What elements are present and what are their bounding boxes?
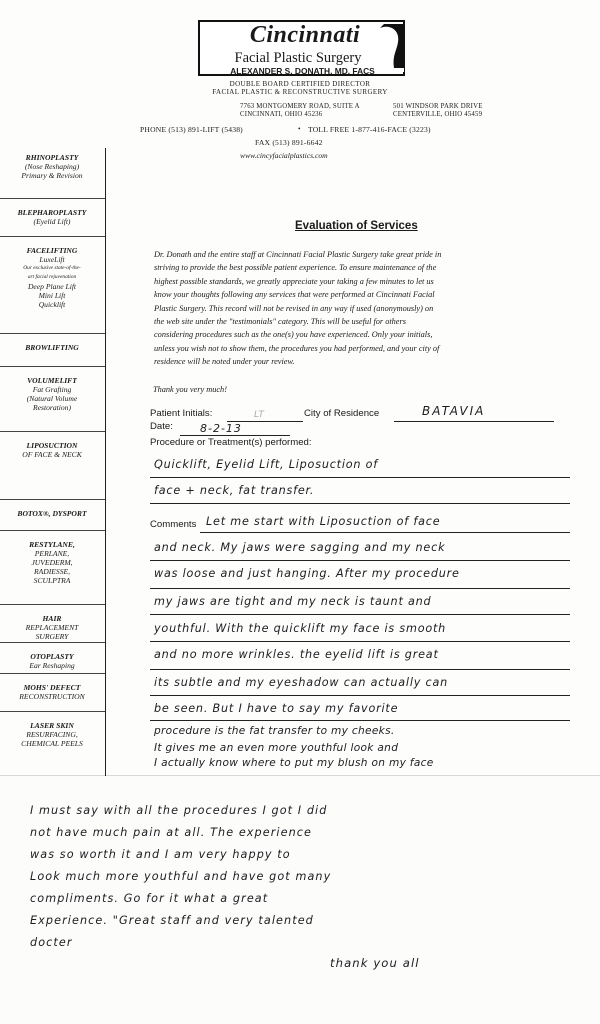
sidebar-service-title: HAIR <box>42 614 62 623</box>
sidebar-service-title: BOTOX®, DYSPORT <box>17 509 87 518</box>
credential-line-1: DOUBLE BOARD CERTIFIED DIRECTOR <box>229 80 371 88</box>
sidebar-service-detail: RESURFACING, <box>26 730 78 739</box>
patient-initials-label: Patient Initials: <box>150 408 213 419</box>
sidebar-divider <box>0 366 105 367</box>
handwritten-comment-line: I actually know where to put my blush on my face <box>154 757 434 769</box>
intro-line: the web site under the "testimonials" category. This will be useful for others <box>154 317 406 326</box>
procedure-label: Procedure or Treatment(s) performed: <box>150 437 312 448</box>
sidebar-divider <box>0 236 105 237</box>
sidebar-service-detail: Our exclusive state-of-the- <box>23 265 81 271</box>
sidebar-service-detail: Primary & Revision <box>21 171 83 180</box>
form-thanks: Thank you very much! <box>153 385 227 394</box>
handwritten-comment-line: my jaws are tight and my neck is taunt and <box>154 595 432 608</box>
sidebar-service-detail: Deep Plane Lift <box>27 282 77 291</box>
sidebar-divider <box>0 604 105 605</box>
intro-line: know your thoughts following any services that were performed at Cincinnati Facial <box>154 290 435 300</box>
writing-line <box>150 669 570 670</box>
writing-line <box>150 695 570 696</box>
date-value: 8-2-13 <box>200 422 242 435</box>
sidebar-service-title: BROWLIFTING <box>25 343 79 352</box>
sidebar-divider <box>0 530 105 531</box>
services-sidebar <box>0 148 106 776</box>
handwritten-procedure-line: face + neck, fat transfer. <box>154 484 315 497</box>
date-label: Date: <box>150 421 173 432</box>
sidebar-divider <box>0 431 105 432</box>
face-silhouette-icon <box>374 24 404 72</box>
sidebar-service-detail: (Natural Volume <box>26 394 78 403</box>
writing-line <box>150 720 570 721</box>
intro-line: highest possible standards, we greatly appreciate your taking a few minutes to let us <box>154 276 434 286</box>
handwritten-continuation-line: not have much pain at all. The experience <box>30 826 313 839</box>
address-2-line-2: CENTERVILLE, OHIO 45459 <box>393 111 483 118</box>
form-title: Evaluation of Services <box>295 220 418 232</box>
sidebar-service-title: LIPOSUCTION <box>26 441 78 450</box>
logo-subtitle: Facial Plastic Surgery <box>234 50 362 66</box>
sidebar-divider <box>0 711 105 712</box>
intro-line: Dr. Donath and the entire staff at Cincinnati Facial Plastic Surgery take great pride in <box>154 250 442 259</box>
sidebar-service-title: OTOPLASTY <box>30 652 74 661</box>
sidebar-service-detail: RADIESSE, <box>33 567 71 576</box>
sidebar-service-detail: Mini Lift <box>38 291 66 300</box>
sidebar-divider <box>0 642 105 643</box>
handwritten-continuation-line: I must say with all the procedures I got I did <box>30 804 328 817</box>
address-1-line-2: CINCINNATI, OHIO 45236 <box>240 111 323 118</box>
comments-label: Comments <box>150 519 197 530</box>
handwritten-comment-line: procedure is the fat transfer to my cheeks. <box>154 725 395 737</box>
city-label: City of Residence <box>304 408 380 419</box>
handwritten-comment-line: its subtle and my eyeshadow can actually can <box>154 676 449 689</box>
sidebar-service-detail: JUVEDERM, <box>31 558 73 567</box>
intro-line: unless you wish not to show them, the procedures you had performed, and your city of <box>154 343 440 353</box>
handwritten-comment-line: be seen. But I have to say my favorite <box>154 702 399 715</box>
credential-line-2: FACIAL PLASTIC & RECONSTRUCTIVE SURGERY <box>212 88 388 96</box>
sidebar-service-detail: Fat Grafting <box>32 385 72 394</box>
patient-initials-value: LT <box>254 410 264 420</box>
sidebar-service-title: MOHS' DEFECT <box>23 683 81 692</box>
handwritten-comment-line: and no more wrinkles. the eyelid lift is great <box>154 648 439 661</box>
sidebar-service-title: FACELIFTING <box>26 246 78 255</box>
toll-free-number: TOLL FREE 1-877-416-FACE (3223) <box>308 125 431 134</box>
intro-line: Plastic Surgery. This record will not be revised in any way if used (anonymously) on <box>154 303 434 313</box>
sidebar-service-detail: LuxeLift <box>39 255 65 264</box>
phone-bullet: • <box>298 125 301 133</box>
sidebar-service-detail: Quicklift <box>38 300 66 309</box>
clinic-website: www.cincyfacialplastics.com <box>240 151 328 160</box>
writing-line <box>150 503 570 504</box>
address-2-line-1: 501 WINDSOR PARK DRIVE <box>393 103 483 110</box>
writing-line <box>150 641 570 642</box>
continuation-page <box>0 776 600 1024</box>
sidebar-service-title: LASER SKIN <box>30 721 74 730</box>
sidebar-service-detail: (Nose Reshaping) <box>24 162 80 171</box>
sidebar-service-detail: Restoration) <box>33 403 71 412</box>
handwritten-continuation-line: docter <box>30 936 73 949</box>
intro-line: considering procedures such as the one(s) you have experienced. Only your initials, <box>154 330 433 340</box>
sidebar-service-detail: OF FACE & NECK <box>22 450 82 459</box>
phone-number: PHONE (513) 891-LIFT (5438) <box>140 125 243 134</box>
sidebar-service-detail: SURGERY <box>35 632 69 641</box>
handwritten-procedure-line: Quicklift, Eyelid Lift, Liposuction of <box>154 458 379 471</box>
sidebar-service-detail: art facial rejuvenation <box>27 274 77 280</box>
sidebar-divider <box>0 333 105 334</box>
address-1-line-1: 7763 MONTGOMERY ROAD, SUITE A <box>240 103 360 110</box>
handwritten-signoff: thank you all <box>330 956 420 970</box>
sidebar-service-title: RESTYLANE, <box>29 540 75 549</box>
sidebar-divider <box>0 673 105 674</box>
writing-line <box>150 477 570 478</box>
handwritten-comment-line: was loose and just hanging. After my procedure <box>154 567 460 580</box>
writing-line <box>150 588 570 589</box>
handwritten-comment-line: youthful. With the quicklift my face is smooth <box>154 622 447 635</box>
handwritten-comment-line: and neck. My jaws were sagging and my neck <box>154 541 446 554</box>
doctor-name: ALEXANDER S. DONATH, MD, FACS <box>230 66 375 76</box>
sidebar-service-detail: (Eyelid Lift) <box>33 217 71 226</box>
handwritten-comment-line: It gives me an even more youthful look and <box>154 742 399 754</box>
handwritten-continuation-line: compliments. Go for it what a great <box>30 892 269 905</box>
writing-line <box>200 532 570 533</box>
sidebar-service-detail: CHEMICAL PEELS <box>21 739 83 748</box>
sidebar-service-title: RHINOPLASTY <box>25 153 79 162</box>
handwritten-continuation-line: Look much more youthful and have got many <box>30 870 332 883</box>
writing-line <box>150 614 570 615</box>
intro-line: residence will be noted under your review. <box>154 357 295 367</box>
sidebar-service-detail: Ear Reshaping <box>29 661 75 670</box>
sidebar-service-detail: SCULPTRA <box>33 576 71 585</box>
sidebar-divider <box>0 499 105 500</box>
sidebar-divider <box>0 198 105 199</box>
sidebar-service-detail: RECONSTRUCTION <box>19 692 85 701</box>
intro-line: striving to provide the best possible patient experience. To ensure maintenance of the <box>154 263 437 273</box>
sidebar-service-title: BLEPHAROPLASTY <box>17 208 87 217</box>
writing-line <box>150 560 570 561</box>
sidebar-service-title: VOLUMELIFT <box>27 376 77 385</box>
city-line <box>394 421 554 422</box>
sidebar-service-detail: REPLACEMENT <box>25 623 79 632</box>
handwritten-comment-line: Let me start with Liposuction of face <box>206 515 441 528</box>
fax-number: FAX (513) 891-6642 <box>255 138 323 147</box>
date-line <box>180 435 290 436</box>
city-value: BATAVIA <box>422 404 486 418</box>
logo-name: Cincinnati <box>249 22 361 48</box>
sidebar-service-detail: PERLANE, <box>34 549 70 558</box>
handwritten-continuation-line: was so worth it and I am very happy to <box>30 848 291 861</box>
handwritten-continuation-line: Experience. "Great staff and very talented <box>30 914 314 927</box>
